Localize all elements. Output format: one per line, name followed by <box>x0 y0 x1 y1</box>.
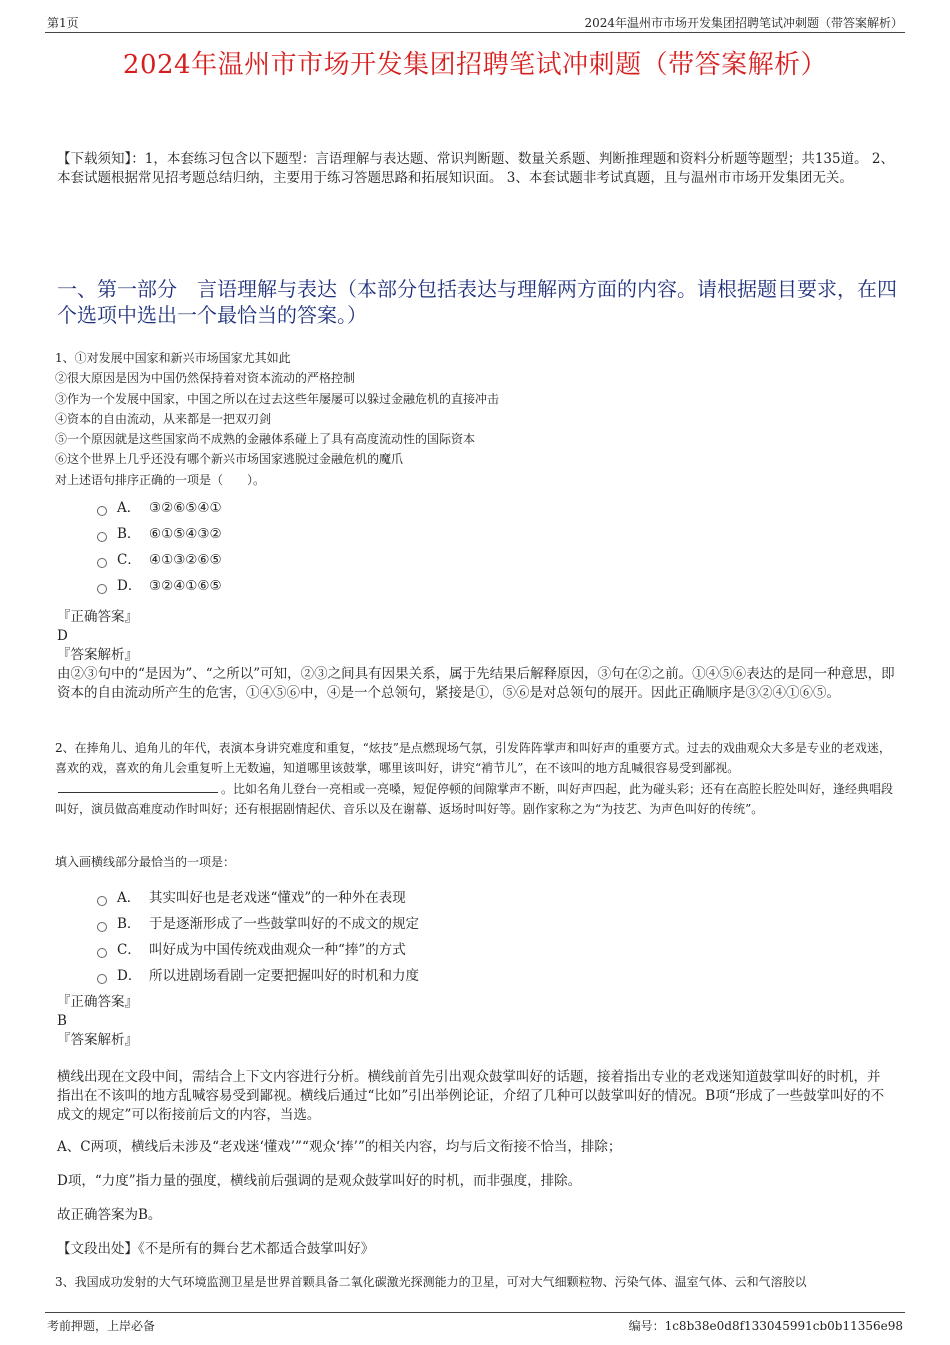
footer-doc-id: 编号：1c8b38e0d8f133045991cb0b11356e98 <box>628 1319 903 1333</box>
page-footer <box>45 1312 905 1333</box>
page-header <box>45 12 905 33</box>
page-number: 第1页 <box>47 16 79 30</box>
download-notice: 【下载须知】：1，本套练习包含以下题型：言语理解与表达题、常识判断题、数量关系题、判断推理题和资料分析题等题型；共135道。 2、本套试题根据常见招考题总结归纳，主要用于练习答题思路和拓展知识面。 3、本套试题非考试真题，且与温州市市场开发集团无关。 <box>57 151 894 186</box>
question-2-analysis-para: A、C两项，横线后未涉及“老戏迷‘懂戏’”“观众‘捧’”的相关内容，均与后文衔接不恰当，排除； <box>57 1139 622 1155</box>
option-text: ③②④①⑥⑤ <box>149 578 222 595</box>
question-1-options <box>97 495 900 599</box>
option-text: 于是逐渐形成了一些鼓掌叫好的不成文的规定 <box>149 916 419 932</box>
answer-label: 『正确答案』 <box>57 609 138 625</box>
radio-icon[interactable] <box>97 506 107 516</box>
footer-slogan: 考前押题，上岸必备 <box>47 1319 156 1333</box>
radio-icon[interactable] <box>97 532 107 542</box>
question-1-line: ④资本的自由流动，从来都是一把双刃剑 <box>55 411 272 426</box>
radio-icon[interactable] <box>97 558 107 568</box>
document-title: 2024年温州市市场开发集团招聘笔试冲刺题（带答案解析） <box>122 50 828 80</box>
question-1-line: ②很大原因是因为中国仍然保持着对资本流动的严格控制 <box>55 371 356 386</box>
option-text: ④①③②⑥⑤ <box>149 552 222 569</box>
option-key: A． <box>117 890 141 906</box>
question-2-option-c[interactable] <box>97 937 895 963</box>
question-1-line: 1、①对发展中国家和新兴市场国家尤其如此 <box>55 351 291 365</box>
stem-part-1: 2、在捧角儿、追角儿的年代，表演本身讲究难度和重复，“炫技”是点燃现场气氛，引发阵阵掌声和叫好声的重要方式。过去的戏曲观众大多是专业的老戏迷，喜欢的戏，喜欢的角儿会重复听上无数遍，知道哪里该鼓掌，哪里该叫好，讲究“褃节儿”，在不该叫的地方乱喊很容易受到鄙视。 <box>55 741 891 776</box>
stem-part-2: 。比如名角儿登台一亮相或一亮嗓，短促停顿的间隙掌声不断，叫好声四起，此为碰头彩；还有在高腔长腔处叫好，逢经典唱段叫好，演员做高难度动作时叫好；还有根据剧情起伏、音乐以及在谢幕、返场时叫好等。剧作家称之为“为技艺、为声色叫好的传统”。 <box>55 781 894 816</box>
option-key: D． <box>117 578 142 595</box>
question-2-options <box>55 885 895 989</box>
question-1-option-d[interactable] <box>97 573 900 599</box>
analysis-label: 『答案解析』 <box>57 647 138 663</box>
question-2-analysis-para: 故正确答案为B。 <box>57 1207 162 1223</box>
question-2-analysis-para: 横线出现在文段中间，需结合上下文内容进行分析。横线前首先引出观众鼓掌叫好的话题，接着指出专业的老戏迷知道鼓掌叫好的时机，并指出在不该叫的地方乱喊容易受到鄙视。横线后通过“比如”引出举例论证，介绍了几种可以鼓掌叫好的情况。B项“形成了一些鼓掌叫好的不成文的规定”可以衔接前后文的内容，当选。 <box>57 1069 885 1123</box>
radio-icon[interactable] <box>97 896 107 906</box>
question-1-option-c[interactable] <box>97 547 900 573</box>
answer-label: 『正确答案』 <box>57 994 138 1010</box>
question-1-answer-block <box>57 608 897 703</box>
radio-icon[interactable] <box>97 948 107 958</box>
question-1-line: ⑤一个原因就是这些国家尚不成熟的金融体系碰上了具有高度流动性的国际资本 <box>55 432 476 447</box>
option-text: 其实叫好也是老戏迷“懂戏”的一种外在表现 <box>149 890 406 906</box>
answer-value: B <box>57 1013 67 1029</box>
radio-icon[interactable] <box>97 974 107 984</box>
question-1 <box>55 348 900 599</box>
option-key: A． <box>117 500 141 517</box>
question-2-stem <box>55 738 900 819</box>
question-2 <box>55 738 900 819</box>
option-key: C． <box>117 552 141 569</box>
radio-icon[interactable] <box>97 922 107 932</box>
question-2-analysis-para: D项，“力度”指力量的强度，横线前后强调的是观众鼓掌叫好的时机，而非强度，排除。 <box>57 1173 582 1189</box>
option-text: ③②⑥⑤④① <box>149 500 222 517</box>
question-1-prompt: 对上述语句排序正确的一项是（ ）。 <box>55 472 266 487</box>
question-1-line: ③作为一个发展中国家，中国之所以在过去这些年屡屡可以躲过金融危机的直接冲击 <box>55 391 500 406</box>
option-text: 叫好成为中国传统戏曲观众一种“捧”的方式 <box>149 942 406 958</box>
option-key: D． <box>117 968 142 984</box>
question-3-stem: 3、我国成功发射的大气环境监测卫星是世界首颗具备二氧化碳激光探测能力的卫星，可对大气细颗粒物、污染气体、温室气体、云和气溶胶以 <box>55 1275 807 1289</box>
option-text: ⑥①⑤④③② <box>149 526 222 543</box>
question-2-option-a[interactable] <box>97 885 895 911</box>
question-2-answer-block <box>57 993 897 1050</box>
section-1-title: 一、第一部分 言语理解与表达（本部分包括表达与理解两方面的内容。请根据题目要求，在四个选项中选出一个最恰当的答案。） <box>57 277 897 327</box>
option-key: B． <box>117 916 141 932</box>
question-1-option-a[interactable] <box>97 495 900 521</box>
question-1-line: ⑥这个世界上几乎还没有哪个新兴市场国家逃脱过金融危机的魔爪 <box>55 452 404 467</box>
question-2-prompt: 填入画横线部分最恰当的一项是： <box>55 855 236 869</box>
analysis-label: 『答案解析』 <box>57 1032 138 1048</box>
answer-value: D <box>57 628 68 644</box>
question-1-option-b[interactable] <box>97 521 900 547</box>
question-2-option-d[interactable] <box>97 963 895 989</box>
option-key: C． <box>117 942 141 958</box>
analysis-text: 由②③句中的“是因为”、“之所以”可知，②③之间具有因果关系，属于先结果后解释原因，③句在②之前。①④⑤⑥表达的是同一种意思，即资本的自由流动所产生的危害，①④⑤⑥中，④是一个总领句，紧接是①，⑤⑥是对总领句的展开。因此正确顺序是③②④①⑥⑤。 <box>57 666 895 701</box>
question-2-option-b[interactable] <box>97 911 895 937</box>
option-key: B． <box>117 526 141 543</box>
header-doc-title: 2024年温州市市场开发集团招聘笔试冲刺题（带答案解析） <box>584 16 903 30</box>
fill-blank <box>58 780 218 793</box>
source-citation: 【文段出处】《不是所有的舞台艺术都适合鼓掌叫好》 <box>57 1241 375 1257</box>
radio-icon[interactable] <box>97 584 107 594</box>
option-text: 所以进剧场看剧一定要把握叫好的时机和力度 <box>149 968 419 984</box>
